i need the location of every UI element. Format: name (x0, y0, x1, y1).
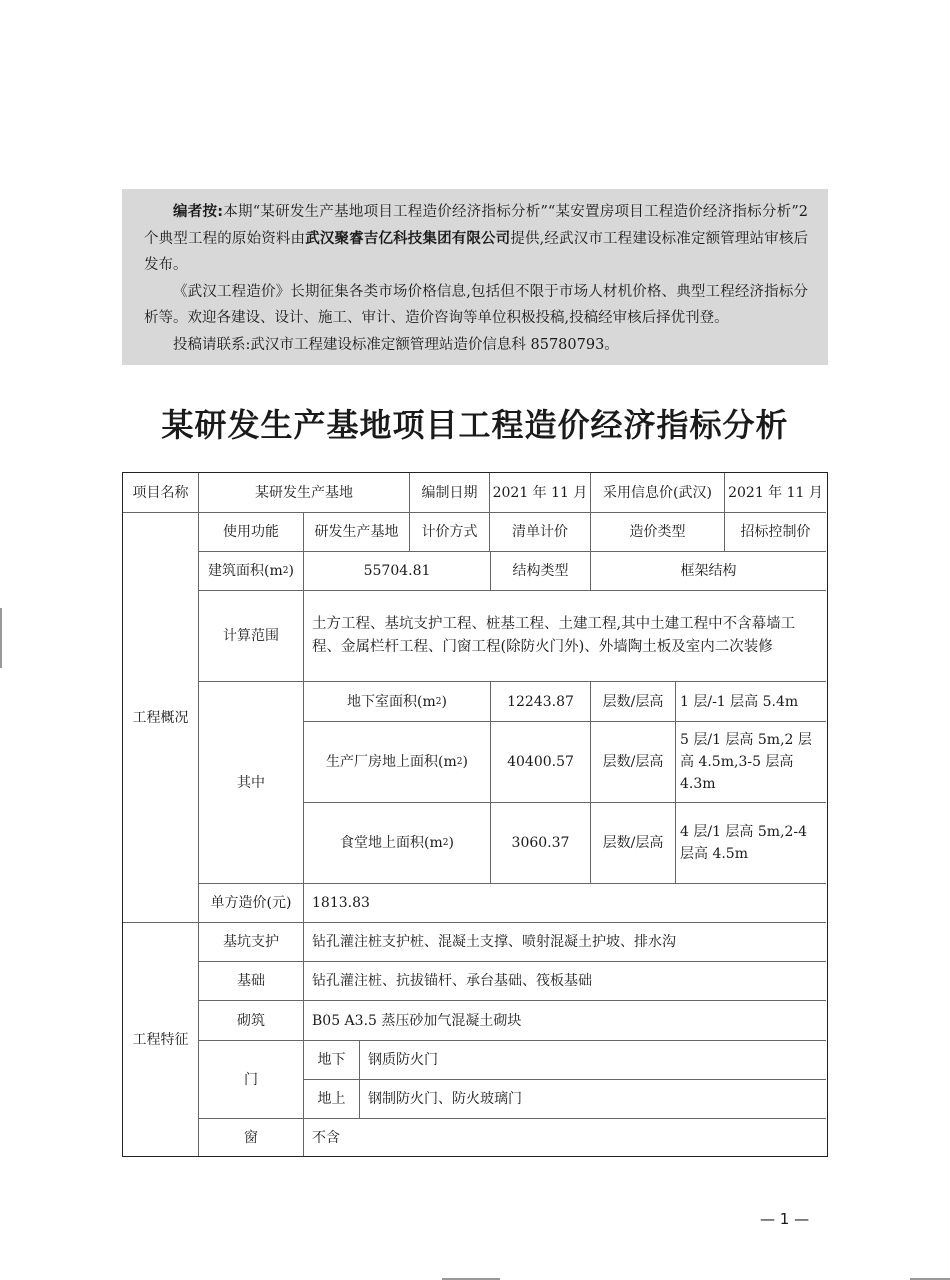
structure-value: 框架结构 (591, 552, 826, 591)
door-above-label: 地上 (304, 1080, 360, 1119)
date-value: 2021 年 11 月 (490, 473, 591, 513)
editor-note-text: 本期“某研发生产基地项目工程造价经济指标分析”“某安置房项目工程造价经济指标分析”2个典型工程的原始资料由 (144, 204, 808, 247)
close-paren: ) (462, 754, 468, 770)
scope-label: 计算范围 (199, 591, 304, 682)
floors-label: 层数/层高 (591, 722, 676, 803)
floors-value: 5 层/1 层高 5m,2 层高 4.5m,3-5 层高 4.3m (676, 722, 826, 803)
close-paren: ) (441, 693, 447, 710)
among-label: 其中 (199, 682, 304, 884)
sub-row-label: 食堂地上面积(m 2 ) (304, 803, 491, 884)
project-name-value: 某研发生产基地 (199, 473, 410, 513)
structure-label: 结构类型 (491, 552, 591, 591)
price-info-label: 采用信息价(武汉) (591, 473, 725, 513)
door-label: 门 (199, 1041, 304, 1119)
sub-row-label-text: 食堂地上面积(m (340, 835, 443, 851)
page-title: 某研发生产基地项目工程造价经济指标分析 (161, 406, 789, 444)
sub-row-label: 生产厂房地上面积(m 2 ) (304, 722, 491, 803)
pricing-value: 清单计价 (490, 513, 591, 552)
door-above-value: 钢制防火门、防火玻璃门 (360, 1080, 826, 1119)
pit-label: 基坑支护 (199, 923, 304, 962)
editor-note-paragraph-3: 投稿请联系:武汉市工程建设标准定额管理站造价信息科 85780793。 (173, 336, 619, 353)
indicator-table (122, 472, 828, 1157)
pricing-label: 计价方式 (410, 513, 490, 552)
function-label: 使用功能 (199, 513, 304, 552)
company-name: 武汉聚睿吉亿科技集团有限公司 (305, 230, 511, 247)
window-label: 窗 (199, 1119, 304, 1156)
masonry-label: 砌筑 (199, 1001, 304, 1041)
area-label-text: 建筑面积(m (208, 563, 283, 579)
masonry-value: B05 A3.5 蒸压砂加气混凝土砌块 (304, 1001, 826, 1041)
price-info-value: 2021 年 11 月 (725, 473, 826, 513)
floors-value: 4 层/1 层高 5m,2-4 层高 4.5m (676, 803, 826, 884)
unit-cost-value: 1813.83 (304, 884, 826, 923)
project-name-label: 项目名称 (123, 473, 199, 513)
door-below-label: 地下 (304, 1041, 360, 1080)
editor-note-text: 提供,经武汉市工程建设标准定额管理站审核后发布。 (144, 230, 809, 273)
floors-value: 1 层/-1 层高 5.4m (676, 682, 826, 722)
scope-value: 土方工程、基坑支护工程、桩基工程、土建工程,其中土建工程中不含幕墙工程、金属栏杆工程、门窗工程(除防火门外)、外墙陶土板及室内二次装修 (304, 591, 826, 682)
editor-note-paragraph-1 (144, 199, 808, 279)
sub-row-value: 3060.37 (491, 803, 591, 884)
area-label: 建筑面积(m 2 ) (199, 552, 304, 591)
sub-row-value: 40400.57 (491, 722, 591, 803)
editor-note-label: 编者按: (173, 204, 224, 220)
unit-cost-label: 单方造价(元) (199, 884, 304, 923)
foundation-label: 基础 (199, 962, 304, 1001)
editor-note-paragraph-2: 《武汉工程造价》长期征集各类市场价格信息,包括但不限于市场人材机价格、典型工程经济指标分析等。欢迎各建设、设计、施工、审计、造价咨询等单位积极投稿,投稿经审核后择优刊登。 (144, 283, 808, 326)
cost-type-value: 招标控制价 (725, 513, 826, 552)
overview-section-label: 工程概况 (123, 513, 199, 923)
window-value: 不含 (312, 1129, 340, 1146)
area-value: 55704.81 (304, 552, 491, 591)
date-label: 编制日期 (410, 473, 490, 513)
foundation-value: 钻孔灌注桩、抗拔锚杆、承台基础、筏板基础 (304, 962, 826, 1001)
floors-label: 层数/层高 (591, 803, 676, 884)
function-value: 研发生产基地 (304, 513, 410, 552)
close-paren: ) (448, 835, 454, 851)
close-paren: ) (288, 563, 294, 579)
door-below-value: 钢质防火门 (360, 1041, 826, 1080)
floors-label: 层数/层高 (591, 682, 676, 722)
features-section-label: 工程特征 (123, 923, 199, 1156)
page-number: — 1 — (760, 1210, 810, 1228)
scan-edge-mark (0, 608, 2, 668)
sub-row-value: 12243.87 (491, 682, 591, 722)
sub-row-label-text: 生产厂房地上面积(m (326, 754, 457, 770)
pit-value: 钻孔灌注桩支护桩、混凝土支撑、喷射混凝土护坡、排水沟 (304, 923, 826, 962)
sub-row-label: 地下室面积(m 2 ) (304, 682, 491, 722)
editor-note-box (122, 189, 828, 365)
cost-type-label: 造价类型 (591, 513, 725, 552)
sub-row-label-text: 地下室面积(m (347, 693, 436, 710)
